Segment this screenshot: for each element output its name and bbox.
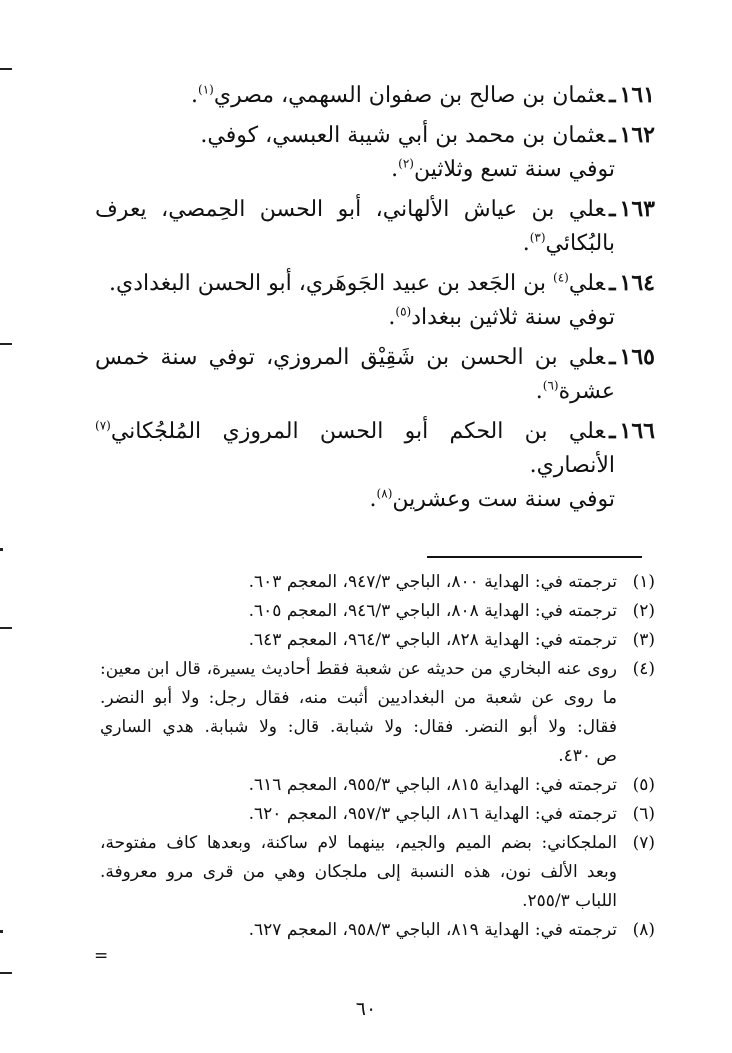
footnote-ref[interactable]: (٥): [395, 304, 412, 319]
scan-mark: [0, 343, 12, 345]
footnote-number: (٦): [632, 804, 655, 824]
scan-mark: [0, 930, 3, 933]
footnote-ref[interactable]: (٨): [376, 486, 393, 501]
entry-number: ١٦٢: [619, 122, 655, 148]
entry-text: الأنصاري.: [529, 453, 615, 478]
footnote-7: [100, 829, 655, 916]
footnote-text: الملجكاني: بضم الميم والجيم، بينهما لام ساكنة، وبعدها كاف مفتوحة،: [100, 833, 617, 853]
entry-text: عشرة: [558, 379, 615, 404]
entry-text: علي بن الحكم أبو الحسن المروزي المُلجُكاني: [110, 419, 606, 444]
entry-number: ١٦٦: [619, 418, 655, 444]
footnote-ref[interactable]: (٢): [398, 156, 414, 171]
footnote-ref[interactable]: (٣): [529, 230, 546, 245]
entry-text: علي: [568, 271, 606, 296]
footnote-text: ترجمته في: الهداية ٨١٩، الباجي ٩٥٨/٣، المعجم ٦٢٧.: [248, 920, 617, 940]
scan-mark: [0, 627, 12, 629]
entry-text: عثمان بن صالح بن صفوان السهمي، مصري: [213, 83, 606, 108]
footnote-3: [100, 626, 655, 655]
footnote-ref[interactable]: (٧): [95, 418, 111, 433]
entry-number: ١٦٥: [619, 344, 655, 370]
scan-mark: [0, 548, 3, 551]
footnote-divider: [427, 556, 642, 558]
footnote-text: ترجمته في: الهداية ٨٠٨، الباجي ٩٤٦/٣، المعجم ٦٠٥.: [248, 601, 617, 621]
entry-number: ١٦٤: [619, 270, 655, 296]
entry-separator: ـ: [609, 418, 616, 444]
entry-162: ١٦٢ـعثمان بن محمد بن أبي شيبة العبسي، كوفي. توفي سنة تسع وثلاثين$^{(٢)}$.: [200, 122, 655, 182]
footnote-1: [100, 568, 655, 597]
footnote-ref[interactable]: (١): [198, 82, 214, 97]
continuation-mark: =: [94, 946, 109, 966]
footnote-text: ترجمته في: الهداية ٨١٥، الباجي ٩٥٥/٣، المعجم ٦١٦.: [248, 775, 617, 795]
footnote-text: ص ٤٣٠.: [558, 746, 617, 766]
entry-text: عثمان بن محمد بن أبي شيبة العبسي، كوفي.: [200, 123, 606, 148]
entry-number: ١٦١: [619, 82, 655, 108]
footnote-text: ترجمته في: الهداية ٨٢٨، الباجي ٩٦٤/٣، المعجم ٦٤٣.: [248, 630, 617, 650]
page-number: ٦٠: [355, 998, 377, 1020]
footnote-number: (٤): [632, 659, 655, 679]
footnote-text: ترجمته في: الهداية ٨١٦، الباجي ٩٥٧/٣، المعجم ٦٢٠.: [248, 804, 617, 824]
footnote-number: (١): [632, 572, 655, 592]
footnote-5: [100, 771, 655, 800]
entry-text: علي بن عياش الألهاني، أبو الحسن الحِمصي، يعرف: [95, 197, 606, 222]
footnote-text: روى عنه البخاري من حديثه عن شعبة فقط أحاديث يسيرة، قال ابن معين:: [100, 659, 617, 679]
footnote-ref[interactable]: (٤): [553, 270, 569, 285]
entry-164: ١٦٤ـعلي$^{(٤)}$ بن الجَعد بن عبيد الجَوهَري، أبو الحسن البغدادي. توفي سنة ثلاثين ببغداد$^{(٥)}$.: [109, 270, 655, 330]
footnote-number: (٨): [632, 920, 655, 940]
entry-165: ١٦٥ـعلي بن الحسن بن شَقِيْق المروزي، توفي سنة خمس عشرة$^{(٦)}$.: [95, 344, 655, 404]
entry-text: توفي سنة ثلاثين ببغداد: [411, 305, 615, 330]
footnote-number: (٣): [632, 630, 655, 650]
footnote-ref[interactable]: (٦): [542, 378, 559, 393]
footnote-6: [100, 800, 655, 829]
main-text: [95, 78, 655, 522]
footnote-4: [100, 655, 655, 771]
entry-text: توفي سنة ست وعشرين: [392, 487, 615, 512]
footnote-text: فقال: ولا أبو النضر. فقال: ولا شبابة. قال: ولا شبابة. هدي الساري: [100, 717, 617, 737]
entry-separator: ـ: [609, 122, 616, 148]
entry-161: ١٦١ـعثمان بن صالح بن صفوان السهمي، مصري$^{(١)}$.: [191, 82, 655, 108]
entry-166: ١٦٦ـعلي بن الحكم أبو الحسن المروزي المُلجُكاني$^{(٧)}$ الأنصاري. توفي سنة ست وعشرين$^{(٨)}$.: [95, 418, 655, 512]
footnotes: [100, 568, 655, 945]
entry-separator: ـ: [609, 270, 616, 296]
scan-mark: [0, 68, 12, 70]
entry-text: علي بن الحسن بن شَقِيْق المروزي، توفي سنة خمس: [95, 345, 606, 370]
entry-163: ١٦٣ـعلي بن عياش الألهاني، أبو الحسن الحِمصي، يعرف بالبُكائي$^{(٣)}$.: [95, 196, 655, 256]
scan-mark: [0, 972, 12, 974]
entry-separator: ـ: [609, 82, 616, 108]
footnote-text: وبعد الألف نون، هذه النسبة إلى ملجكان وهي من قرى مرو معروفة.: [100, 862, 617, 882]
footnote-2: [100, 597, 655, 626]
footnote-text: اللباب ٢٥٥/٣.: [522, 891, 617, 911]
footnote-text: ترجمته في: الهداية ٨٠٠، الباجي ٩٤٧/٣، المعجم ٦٠٣.: [248, 572, 617, 592]
footnote-text: ما روى عن شعبة من البغداديين أثبت منه، فقال رجل: ولا أبو النضر.: [100, 688, 617, 708]
entry-text: بالبُكائي: [545, 231, 615, 256]
footnote-number: (٧): [632, 833, 655, 853]
entry-text: بن الجَعد بن عبيد الجَوهَري، أبو الحسن البغدادي.: [109, 271, 547, 296]
entry-separator: ـ: [609, 196, 616, 222]
entry-separator: ـ: [609, 344, 616, 370]
footnote-8: [100, 916, 655, 945]
footnote-number: (٢): [632, 601, 655, 621]
footnote-number: (٥): [632, 775, 655, 795]
entry-number: ١٦٣: [619, 196, 655, 222]
entry-text: توفي سنة تسع وثلاثين: [413, 157, 615, 182]
